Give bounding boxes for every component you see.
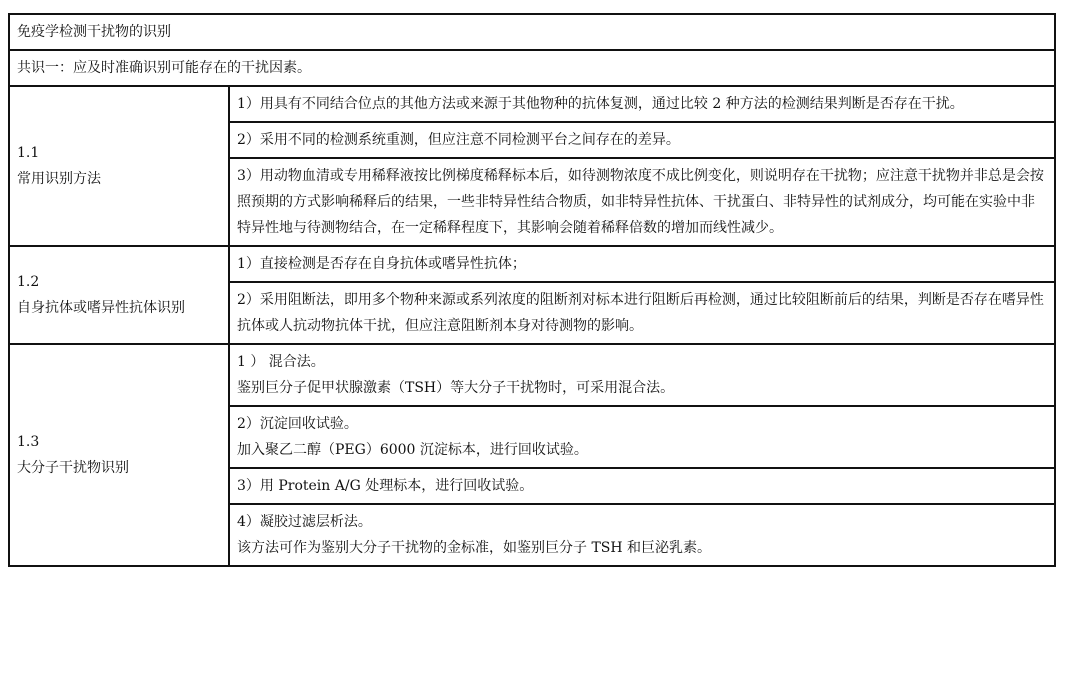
section-name: 自身抗体或嗜异性抗体识别	[17, 300, 185, 316]
method-heading: 2）沉淀回收试验。	[237, 416, 358, 432]
table-title: 免疫学检测干扰物的识别	[9, 14, 1055, 50]
section-label	[9, 86, 229, 246]
consensus-statement: 共识一：应及时准确识别可能存在的干扰因素。	[9, 50, 1055, 86]
method-item	[229, 468, 1055, 504]
section-label	[9, 246, 229, 344]
section-name: 大分子干扰物识别	[17, 460, 129, 476]
section-row	[9, 246, 1055, 282]
section-label	[9, 344, 229, 566]
section-row	[9, 344, 1055, 406]
section-number: 1.2	[17, 274, 40, 290]
method-text: 鉴别巨分子促甲状腺激素（TSH）等大分子干扰物时，可采用混合法。	[237, 380, 675, 396]
section-number: 1.1	[17, 145, 40, 161]
consensus-row	[9, 50, 1055, 86]
method-heading: 1 ） 混合法。	[237, 354, 325, 370]
method-text: 1）用具有不同结合位点的其他方法或来源于其他物种的抗体复测，通过比较 2 种方法的检测结果判断是否存在干扰。	[237, 96, 964, 112]
section-number: 1.3	[17, 434, 40, 450]
title-row	[9, 14, 1055, 50]
method-item	[229, 406, 1055, 468]
method-item	[229, 158, 1055, 246]
method-heading: 4）凝胶过滤层析法。	[237, 514, 372, 530]
method-text: 2）采用不同的检测系统重测，但应注意不同检测平台之间存在的差异。	[237, 132, 680, 148]
method-item	[229, 504, 1055, 566]
method-text: 2）采用阻断法，即用多个物种来源或系列浓度的阻断剂对标本进行阻断后再检测，通过比较阻断前后的结果，判断是否存在嗜异性抗体或人抗动物抗体干扰，但应注意阻断剂本身对待测物的影响。	[237, 292, 1044, 334]
section-row	[9, 86, 1055, 122]
section-name: 常用识别方法	[17, 171, 101, 187]
method-text: 3）用 Protein A/G 处理标本，进行回收试验。	[237, 478, 534, 494]
method-text: 1）直接检测是否存在自身抗体或嗜异性抗体；	[237, 256, 526, 272]
method-text: 3）用动物血清或专用稀释液按比例梯度稀释标本后，如待测物浓度不成比例变化，则说明存在干扰物；应注意干扰物并非总是会按照预期的方式影响稀释后的结果，一些非特异性结合物质，如非特异性抗体、干扰蛋白、非特异性的试剂成分，均可能在实验中非特异性地与待测物结合，在一定稀释程度下，其影响会随着稀释倍数的增加而线性减少。	[237, 168, 1044, 236]
method-text: 加入聚乙二醇（PEG）6000 沉淀标本，进行回收试验。	[237, 442, 588, 458]
method-text: 该方法可作为鉴别大分子干扰物的金标准，如鉴别巨分子 TSH 和巨泌乳素。	[237, 540, 712, 556]
interference-identification-table	[8, 13, 1056, 567]
method-item	[229, 122, 1055, 158]
method-item	[229, 246, 1055, 282]
method-item	[229, 282, 1055, 344]
method-item	[229, 86, 1055, 122]
method-item	[229, 344, 1055, 406]
